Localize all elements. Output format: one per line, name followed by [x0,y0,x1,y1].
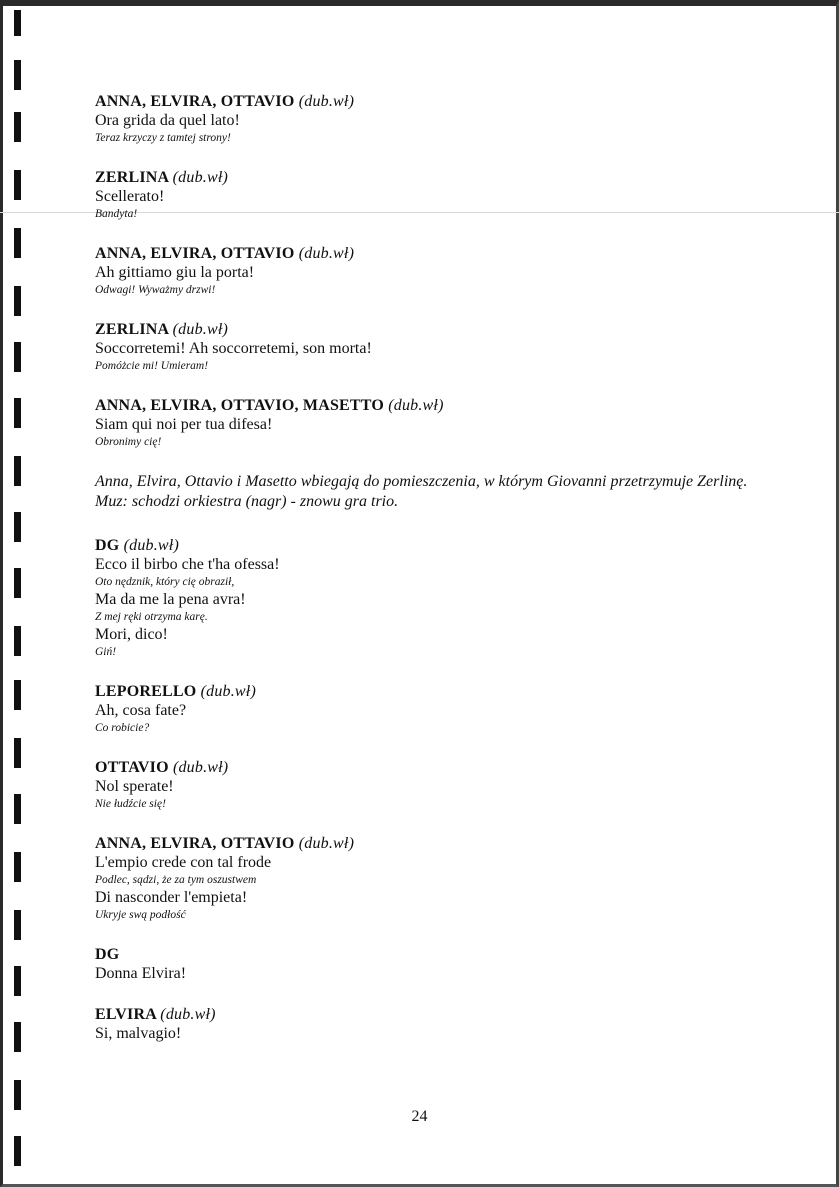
dubbing-note: (dub.wł) [298,835,355,852]
dialogue-block [95,168,775,222]
stage-direction-text: Muz: schodzi orkiestra (nagr) - znowu gra trio. [95,493,399,510]
speaker-name: ZERLINA [95,321,169,338]
speaker-name: ANNA, ELVIRA, OTTAVIO [95,245,295,262]
translation-line: Podlec, sądzi, że za tym oszustwem [95,874,257,886]
original-line: Soccorretemi! Ah soccorretemi, son morta! [95,340,372,357]
speaker-heading [95,834,775,853]
original-line: Ora grida da quel lato! [95,112,240,129]
speaker-heading [95,682,775,701]
translation-line: Z mej ręki otrzyma karę. [95,611,208,623]
script-content [95,92,775,1065]
speaker-heading [95,168,775,187]
speaker-name: ANNA, ELVIRA, OTTAVIO, MASETTO [95,397,385,414]
translation-line: Nie łudźcie się! [95,798,166,810]
dialogue-block [95,396,775,450]
binding-mark [14,910,21,940]
original-line: Ah, cosa fate? [95,702,187,719]
speaker-heading [95,244,775,263]
speaker-heading [95,945,775,964]
dialogue-block [95,945,775,983]
original-line: Ecco il birbo che t'ha ofessa! [95,556,280,573]
speaker-name: ANNA, ELVIRA, OTTAVIO [95,835,295,852]
speaker-heading [95,92,775,111]
speaker-name: ELVIRA [95,1006,157,1023]
binding-mark [14,626,21,656]
original-line: Nol sperate! [95,778,174,795]
dialogue-block [95,92,775,146]
binding-mark [14,398,21,428]
original-line: L'empio crede con tal frode [95,854,272,871]
translation-line: Pomóżcie mi! Umieram! [95,360,209,372]
binding-mark [14,966,21,996]
original-line: Scellerato! [95,188,165,205]
dialogue-block [95,1005,775,1043]
original-line: Mori, dico! [95,626,168,643]
speaker-heading [95,1005,775,1024]
stage-direction [95,472,775,512]
dialogue-block [95,682,775,736]
binding-mark [14,10,21,36]
dubbing-note: (dub.wł) [298,245,355,262]
speaker-heading [95,396,775,415]
binding-mark [14,794,21,824]
translation-line: Co robicie? [95,722,150,734]
binding-mark [14,228,21,258]
speaker-name: DG [95,946,120,963]
translation-line: Teraz krzyczy z tamtej strony! [95,132,231,144]
dubbing-note: (dub.wł) [172,169,229,186]
dubbing-note: (dub.wł) [172,759,229,776]
binding-mark [14,1136,21,1166]
original-line: Si, malvagio! [95,1025,182,1042]
speaker-heading [95,320,775,339]
binding-mark [14,456,21,486]
translation-line: Odwagi! Wyważmy drzwi! [95,284,216,296]
translation-line: Ukryje swą podłość [95,909,186,921]
original-line: Ah gittiamo giu la porta! [95,264,255,281]
binding-mark [14,342,21,372]
speaker-name: ZERLINA [95,169,169,186]
binding-mark [14,170,21,200]
stage-direction-text: Anna, Elvira, Ottavio i Masetto wbiegają do pomieszczenia, w którym Giovanni przetrzymuje Zerlinę. [95,473,748,490]
original-line: Di nasconder l'empieta! [95,889,248,906]
speaker-heading [95,536,775,555]
dubbing-note: (dub.wł) [123,537,179,554]
dialogue-block [95,320,775,374]
translation-line: Oto nędznik, który cię obraził, [95,576,235,588]
translation-line: Obronimy cię! [95,436,162,448]
dialogue-block [95,536,775,660]
dubbing-note: (dub.wł) [388,397,444,414]
binding-mark [14,738,21,768]
binding-mark [14,286,21,316]
speaker-name: ANNA, ELVIRA, OTTAVIO [95,93,295,110]
dubbing-note: (dub.wł) [298,93,355,110]
speaker-heading [95,758,775,777]
speaker-name: OTTAVIO [95,759,169,776]
translation-line: Bandyta! [95,208,138,220]
binding-mark [14,568,21,598]
dubbing-note: (dub.wł) [200,683,256,700]
speaker-name: DG [95,537,120,554]
speaker-name: LEPORELLO [95,683,197,700]
dubbing-note: (dub.wł) [172,321,229,338]
binding-mark [14,680,21,710]
binding-mark [14,512,21,542]
page-number: 24 [411,1108,428,1125]
binding-mark [14,1022,21,1052]
binding-mark [14,112,21,142]
dubbing-note: (dub.wł) [160,1006,216,1023]
dialogue-block [95,758,775,812]
original-line: Ma da me la pena avra! [95,591,246,608]
original-line: Siam qui noi per tua difesa! [95,416,273,433]
binding-mark [14,1080,21,1110]
dialogue-block [95,244,775,298]
original-line: Donna Elvira! [95,965,187,982]
binding-mark [14,60,21,90]
dialogue-block [95,834,775,923]
binding-mark [14,852,21,882]
translation-line: Giń! [95,646,117,658]
